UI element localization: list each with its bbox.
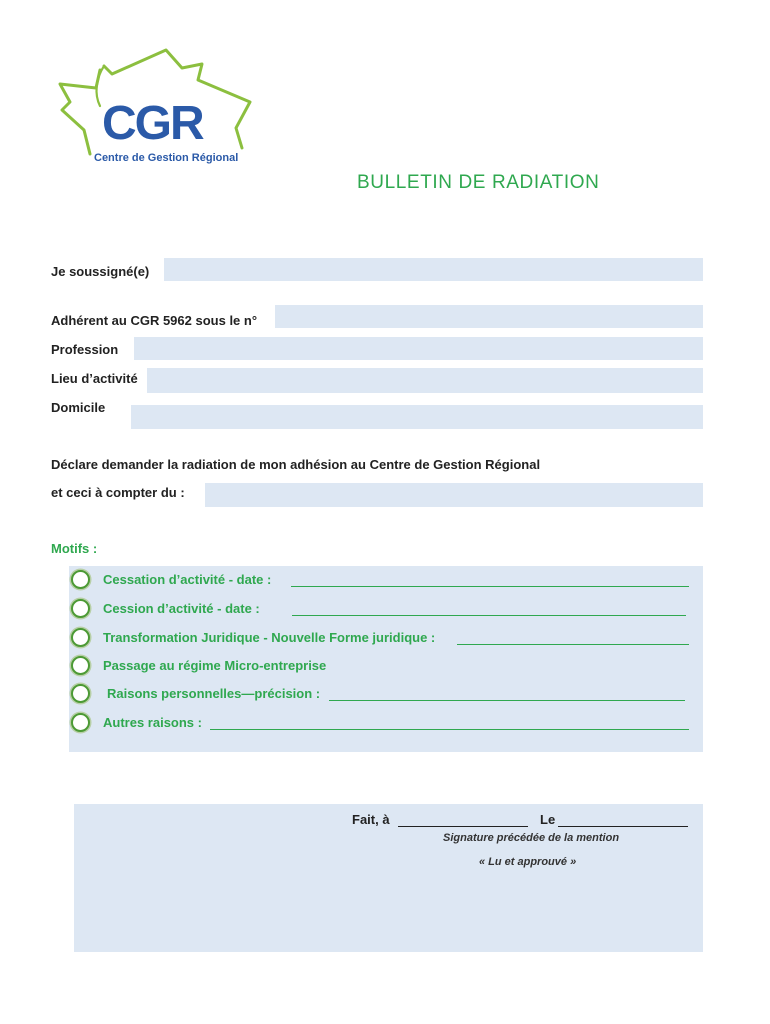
adherent-label: Adhérent au CGR 5962 sous le n° (51, 313, 258, 328)
motif-option-autres[interactable] (71, 711, 701, 733)
logo-text: CGR (102, 97, 203, 150)
soussigne-label: Je soussigné(e) (51, 264, 150, 279)
fait-a-label: Fait, à (352, 812, 390, 827)
adherent-number-field[interactable] (275, 305, 703, 328)
page-title: BULLETIN DE RADIATION (357, 172, 600, 193)
date-label: et ceci à compter du : (51, 485, 185, 500)
radio-button[interactable] (71, 628, 90, 647)
radio-button[interactable] (71, 713, 90, 732)
date-field[interactable] (205, 483, 703, 507)
answer-line[interactable] (210, 729, 689, 730)
motif-label: Cessation d’activité - date : (103, 572, 272, 587)
radio-button[interactable] (71, 570, 90, 589)
signature-panel (74, 804, 703, 952)
profession-field[interactable] (134, 337, 703, 360)
answer-line[interactable] (291, 586, 689, 587)
lu-et-approuve-note: « Lu et approuvé » (479, 856, 577, 868)
domicile-field[interactable] (131, 405, 703, 429)
motif-label: Raisons personnelles—précision : (107, 686, 321, 701)
motif-label: Cession d’activité - date : (103, 601, 260, 616)
soussigne-field[interactable] (164, 258, 703, 281)
lieu-activite-field[interactable] (147, 368, 703, 393)
motif-option-transformation[interactable] (71, 626, 701, 648)
motif-label: Autres raisons : (103, 715, 202, 730)
le-label: Le (540, 812, 556, 827)
fait-a-line[interactable] (398, 826, 528, 827)
logo-graphic (56, 44, 266, 174)
logo-subtitle: Centre de Gestion Régional (94, 152, 239, 164)
cgr-logo (56, 44, 266, 174)
motif-option-cession[interactable] (71, 597, 701, 619)
motifs-title: Motifs : (51, 541, 98, 556)
profession-label: Profession (51, 342, 119, 357)
lieu-activite-label: Lieu d’activité (51, 371, 138, 386)
domicile-label: Domicile (51, 400, 106, 415)
answer-line[interactable] (329, 700, 685, 701)
declaration-text: Déclare demander la radiation de mon adhésion au Centre de Gestion Régional (51, 457, 541, 472)
motif-option-raisons-personnelles[interactable] (71, 682, 701, 704)
date-line[interactable] (558, 826, 688, 827)
answer-line[interactable] (457, 644, 689, 645)
motif-option-micro-entreprise[interactable] (71, 654, 701, 676)
motif-option-cessation[interactable] (71, 568, 701, 590)
motif-label: Transformation Juridique - Nouvelle Forme juridique : (103, 630, 436, 645)
radio-button[interactable] (71, 599, 90, 618)
radio-button[interactable] (71, 684, 90, 703)
answer-line[interactable] (292, 615, 686, 616)
signature-note: Signature précédée de la mention (443, 832, 620, 844)
motif-label: Passage au régime Micro-entreprise (103, 658, 327, 673)
motifs-panel (69, 566, 703, 752)
radio-button[interactable] (71, 656, 90, 675)
